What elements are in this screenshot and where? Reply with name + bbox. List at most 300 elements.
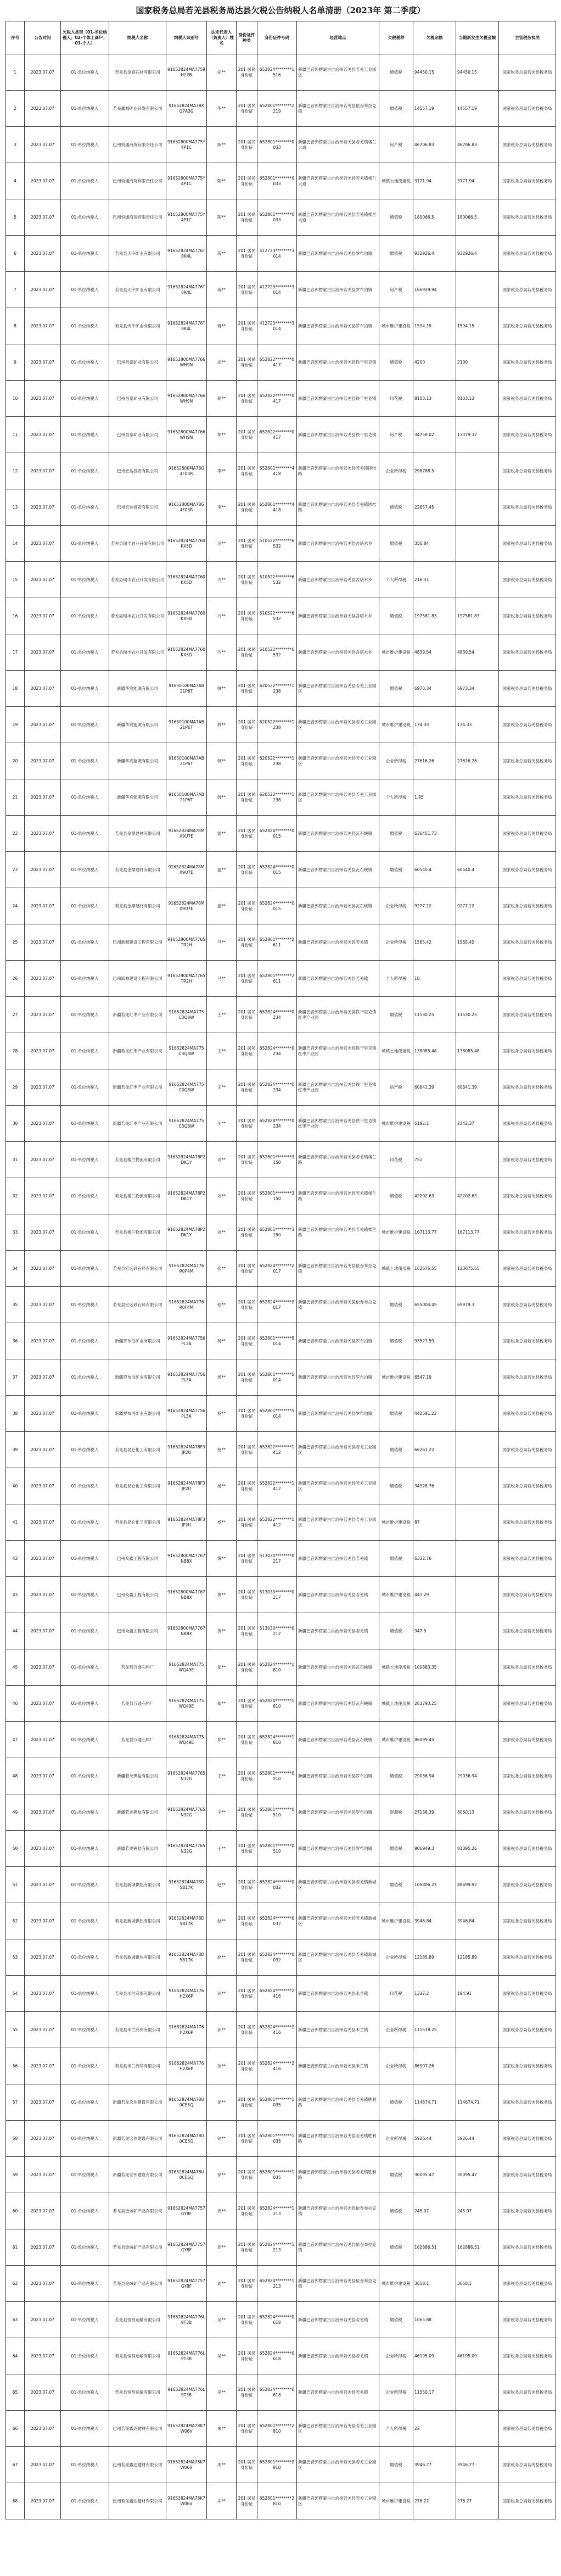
cell-new-arrears-amount: 3171.94 bbox=[456, 163, 499, 199]
cell-new-arrears-amount: 5926.44 bbox=[456, 2121, 499, 2157]
cell-number: 40 bbox=[6, 1468, 25, 1504]
cell-id-number: 510522********6532 bbox=[257, 562, 297, 598]
cell-number: 59 bbox=[6, 2157, 25, 2193]
cell-legal-representative: 周** bbox=[207, 2266, 237, 2302]
cell-tax-authority: 国家税务总局若羌县税务局 bbox=[499, 1323, 556, 1359]
cell-arrears-balance: 114674.71 bbox=[413, 2084, 456, 2121]
cell-new-arrears-amount: 2342.37 bbox=[456, 1106, 499, 1142]
cell-taxpayer-name: 若羌县米兰商贸有限公司 bbox=[109, 2012, 166, 2048]
cell-taxpayer-id: 91652824MA776H2X6P bbox=[166, 2048, 207, 2084]
cell-taxpayer-id: 91650100MA7AB21P6T bbox=[166, 743, 207, 779]
table-row bbox=[6, 2012, 556, 2048]
cell-tax-type: 企业所得税 bbox=[379, 2121, 413, 2157]
cell-announce-date: 2023.07.07 bbox=[25, 526, 61, 562]
cell-number: 55 bbox=[6, 2012, 25, 2048]
cell-business-address: 新疆巴音郭楞蒙古自治州若羌县若羌镇 bbox=[297, 2374, 379, 2411]
cell-number: 5 bbox=[6, 199, 25, 236]
cell-arrears-balance: 276.27 bbox=[413, 2483, 456, 2519]
cell-taxpayer-id: 91650100MA7AB21P6T bbox=[166, 707, 207, 743]
cell-id-number: 652801********1035 bbox=[257, 2157, 297, 2193]
header-id-type: 身份证件种类 bbox=[237, 21, 257, 54]
cell-legal-representative: 胡** bbox=[207, 344, 237, 381]
cell-new-arrears-amount: 46195.09 bbox=[456, 2338, 499, 2374]
table-row bbox=[6, 1758, 556, 1794]
cell-taxpayer-name: 新疆若羌宏伟建设有限公司 bbox=[109, 2084, 166, 2121]
table-row bbox=[6, 1686, 556, 1722]
cell-announce-date: 2023.07.07 bbox=[25, 1867, 61, 1903]
cell-tax-type: 增值税 bbox=[379, 1758, 413, 1794]
cell-tax-type: 增值税 bbox=[379, 1468, 413, 1504]
cell-taxpayer-name: 若羌县宏远砂石料有限公司 bbox=[109, 1251, 166, 1287]
cell-new-arrears-amount: 6973.34 bbox=[456, 671, 499, 707]
cell-taxpayer-type: 01-单位纳税人 bbox=[61, 1251, 109, 1287]
cell-id-type: 201 居民身份证 bbox=[237, 671, 257, 707]
cell-id-number: 652801********2810 bbox=[257, 2447, 297, 2483]
cell-business-address: 新疆巴音郭楞蒙古自治州若羌县若羌工业园区 bbox=[297, 2411, 379, 2447]
cell-tax-type: 企业所得税 bbox=[379, 743, 413, 779]
cell-taxpayer-id: 91652824MA776T8K4L bbox=[166, 272, 207, 308]
cell-id-number: 652822********1412 bbox=[257, 1432, 297, 1468]
cell-number: 49 bbox=[6, 1794, 25, 1831]
cell-tax-authority: 国家税务总局若羌县税务局 bbox=[499, 1976, 556, 2012]
cell-id-number: 652822********1412 bbox=[257, 1504, 297, 1541]
cell-new-arrears-amount: 12185.89 bbox=[456, 1939, 499, 1976]
cell-id-type: 201 居民身份证 bbox=[237, 816, 257, 852]
cell-taxpayer-id: 91652800MA7766WH9N bbox=[166, 344, 207, 381]
cell-arrears-balance: 932926.4 bbox=[413, 236, 456, 272]
cell-number: 38 bbox=[6, 1396, 25, 1432]
cell-business-address: 新疆巴音郭楞蒙古自治州若羌县若羌镇团结路 bbox=[297, 453, 379, 489]
cell-tax-type: 城市维护建设税 bbox=[379, 2483, 413, 2519]
cell-legal-representative: 杨** bbox=[207, 1359, 237, 1396]
cell-business-address: 新疆巴音郭楞蒙古自治州若羌县若羌镇楼兰路 bbox=[297, 1214, 379, 1251]
cell-id-number: 620522********1238 bbox=[257, 779, 297, 816]
cell-legal-representative: 黄** bbox=[207, 1577, 237, 1613]
cell-taxpayer-name: 若羌县瑞丰农业开发有限公司 bbox=[109, 634, 166, 671]
cell-tax-authority: 国家税务总局若羌县税务局 bbox=[499, 2302, 556, 2338]
cell-id-type: 201 居民身份证 bbox=[237, 2266, 257, 2302]
cell-tax-type: 增值税 bbox=[379, 1396, 413, 1432]
cell-id-type: 201 居民身份证 bbox=[237, 2121, 257, 2157]
cell-number: 42 bbox=[6, 1541, 25, 1577]
cell-id-number: 652801********2810 bbox=[257, 2483, 297, 2519]
cell-announce-date: 2023.07.07 bbox=[25, 91, 61, 127]
cell-tax-type: 增值税 bbox=[379, 344, 413, 381]
cell-tax-type: 个人所得税 bbox=[379, 779, 413, 816]
cell-taxpayer-type: 01-单位纳税人 bbox=[61, 779, 109, 816]
table-row bbox=[6, 2266, 556, 2302]
table-row bbox=[6, 2447, 556, 2483]
cell-announce-date: 2023.07.07 bbox=[25, 2411, 61, 2447]
header-taxpayer-type: 欠税人类型（01-单位纳税人；02-个体工商户；03-个人） bbox=[61, 21, 109, 54]
cell-taxpayer-type: 01-单位纳税人 bbox=[61, 272, 109, 308]
cell-tax-type: 增值税 bbox=[379, 1432, 413, 1468]
cell-announce-date: 2023.07.07 bbox=[25, 1323, 61, 1359]
cell-taxpayer-name: 若羌县金域矿产品有限公司 bbox=[109, 2266, 166, 2302]
cell-legal-representative: 胡** bbox=[207, 417, 237, 453]
cell-taxpayer-id: 91652824MA78F3JP2U bbox=[166, 1468, 207, 1504]
table-row bbox=[6, 1613, 556, 1649]
cell-taxpayer-id: 91652824MA78F3JP2U bbox=[166, 1504, 207, 1541]
cell-number: 23 bbox=[6, 852, 25, 888]
cell-arrears-balance: 93527.59 bbox=[413, 1323, 456, 1359]
cell-tax-type: 增值税 bbox=[379, 489, 413, 526]
cell-tax-authority: 国家税务总局若羌县税务局 bbox=[499, 489, 556, 526]
cell-arrears-balance: 86099.45 bbox=[413, 1722, 456, 1758]
cell-tax-type: 增值税 bbox=[379, 852, 413, 888]
cell-tax-authority: 国家税务总局若羌县税务局 bbox=[499, 1142, 556, 1178]
cell-id-number: 652801********4418 bbox=[257, 453, 297, 489]
cell-tax-authority: 国家税务总局若羌县税务局 bbox=[499, 671, 556, 707]
cell-taxpayer-id: 91652824MA775C3Q8W bbox=[166, 1069, 207, 1106]
cell-taxpayer-name: 若羌县天宇矿业有限公司 bbox=[109, 236, 166, 272]
cell-legal-representative: 张** bbox=[207, 1251, 237, 1287]
cell-tax-type: 增值税 bbox=[379, 1287, 413, 1323]
table-row bbox=[6, 1468, 556, 1504]
cell-number: 60 bbox=[6, 2193, 25, 2229]
cell-arrears-balance: 60540.4 bbox=[413, 852, 456, 888]
cell-business-address: 新疆巴音郭楞蒙古自治州若羌县罗布泊镇 bbox=[297, 1396, 379, 1432]
cell-number: 67 bbox=[6, 2447, 25, 2483]
cell-announce-date: 2023.07.07 bbox=[25, 489, 61, 526]
cell-taxpayer-type: 01-单位纳税人 bbox=[61, 961, 109, 997]
cell-id-type: 201 居民身份证 bbox=[237, 707, 257, 743]
cell-id-type: 201 居民身份证 bbox=[237, 997, 257, 1033]
cell-number: 58 bbox=[6, 2121, 25, 2157]
cell-id-type: 201 居民身份证 bbox=[237, 2338, 257, 2374]
cell-taxpayer-name: 巴州众鑫工程有限公司 bbox=[109, 1613, 166, 1649]
cell-id-number: 652824********0032 bbox=[257, 1903, 297, 1939]
cell-tax-type: 个人所得税 bbox=[379, 562, 413, 598]
cell-tax-authority: 国家税务总局若羌县税务局 bbox=[499, 1396, 556, 1432]
table-row bbox=[6, 1033, 556, 1069]
cell-new-arrears-amount: 46706.83 bbox=[456, 127, 499, 163]
cell-id-type: 201 居民身份证 bbox=[237, 1468, 257, 1504]
cell-number: 19 bbox=[6, 707, 25, 743]
cell-legal-representative: 王** bbox=[207, 1033, 237, 1069]
cell-taxpayer-name: 若羌县万通石料厂 bbox=[109, 1649, 166, 1686]
cell-taxpayer-name: 若羌县万通石料厂 bbox=[109, 1686, 166, 1722]
cell-legal-representative: 赵** bbox=[207, 1867, 237, 1903]
cell-taxpayer-id: 91652824MA7756PL3A bbox=[166, 1323, 207, 1359]
cell-announce-date: 2023.07.07 bbox=[25, 888, 61, 924]
cell-taxpayer-name: 若羌县米兰商贸有限公司 bbox=[109, 1976, 166, 2012]
cell-announce-date: 2023.07.07 bbox=[25, 997, 61, 1033]
cell-taxpayer-name: 新疆若羌钾盐有限公司 bbox=[109, 1758, 166, 1794]
cell-arrears-balance: 442591.22 bbox=[413, 1396, 456, 1432]
cell-taxpayer-name: 若羌县金域矿产品有限公司 bbox=[109, 2229, 166, 2266]
cell-taxpayer-name: 巴州众鑫工程有限公司 bbox=[109, 1577, 166, 1613]
cell-taxpayer-name: 若羌县昆仑化工有限公司 bbox=[109, 1504, 166, 1541]
cell-announce-date: 2023.07.07 bbox=[25, 1939, 61, 1976]
cell-business-address: 新疆巴音郭楞蒙古自治州若羌县罗布泊镇 bbox=[297, 1758, 379, 1794]
cell-id-number: 652824********1213 bbox=[257, 2266, 297, 2302]
cell-id-number: 620522********1238 bbox=[257, 671, 297, 707]
cell-tax-type: 增值税 bbox=[379, 671, 413, 707]
cell-taxpayer-type: 01-单位纳税人 bbox=[61, 598, 109, 634]
cell-business-address: 新疆巴音郭楞蒙古自治州若羌县若羌镇新城区 bbox=[297, 1867, 379, 1903]
cell-business-address: 新疆巴音郭楞蒙古自治州若羌县依吞布拉克镇 bbox=[297, 2193, 379, 2229]
cell-id-type: 201 居民身份证 bbox=[237, 344, 257, 381]
cell-number: 27 bbox=[6, 997, 25, 1033]
cell-taxpayer-id: 91652824MA78MX9U7E bbox=[166, 888, 207, 924]
cell-tax-type: 资源税 bbox=[379, 1794, 413, 1831]
cell-taxpayer-type: 01-单位纳税人 bbox=[61, 2121, 109, 2157]
cell-legal-representative: 王** bbox=[207, 1794, 237, 1831]
cell-announce-date: 2023.07.07 bbox=[25, 2266, 61, 2302]
cell-new-arrears-amount bbox=[456, 1142, 499, 1178]
cell-business-address: 新疆巴音郭楞蒙古自治州若羌县依吞布拉克镇 bbox=[297, 91, 379, 127]
cell-id-number: 652824********1810 bbox=[257, 1649, 297, 1686]
cell-id-number: 652801********0510 bbox=[257, 1831, 297, 1867]
cell-taxpayer-name: 若羌县昆仑化工有限公司 bbox=[109, 1432, 166, 1468]
cell-business-address: 新疆巴音郭楞蒙古自治州若羌县依吞布拉克镇 bbox=[297, 1251, 379, 1287]
cell-tax-authority: 国家税务总局若羌县税务局 bbox=[499, 2411, 556, 2447]
cell-taxpayer-type: 01-单位纳税人 bbox=[61, 2229, 109, 2266]
cell-taxpayer-name: 巴州新源建设工程有限公司 bbox=[109, 924, 166, 961]
cell-tax-authority: 国家税务总局若羌县税务局 bbox=[499, 1178, 556, 1214]
cell-id-number: 652801********5014 bbox=[257, 1396, 297, 1432]
table-row bbox=[6, 1903, 556, 1939]
cell-id-type: 201 居民身份证 bbox=[237, 1722, 257, 1758]
cell-taxpayer-id: 91652800MA7766WH9N bbox=[166, 381, 207, 417]
cell-taxpayer-type: 01-单位纳税人 bbox=[61, 308, 109, 344]
cell-id-type: 201 居民身份证 bbox=[237, 1976, 257, 2012]
cell-tax-type: 城市维护建设税 bbox=[379, 1106, 413, 1142]
cell-taxpayer-id: 91652824MA7765N32G bbox=[166, 1831, 207, 1867]
cell-taxpayer-name: 新疆若羌红枣产业有限公司 bbox=[109, 1033, 166, 1069]
table-row bbox=[6, 2121, 556, 2157]
cell-legal-representative: 徐** bbox=[207, 2084, 237, 2121]
cell-taxpayer-name: 巴州若羌鑫达建材有限公司 bbox=[109, 2447, 166, 2483]
cell-arrears-balance: 3171.94 bbox=[413, 163, 456, 199]
cell-taxpayer-name: 若羌县瑞丰农业开发有限公司 bbox=[109, 562, 166, 598]
header-id-number: 身份证件号码 bbox=[257, 21, 297, 54]
cell-tax-type: 企业所得税 bbox=[379, 2012, 413, 2048]
cell-arrears-balance: 8103.13 bbox=[413, 381, 456, 417]
cell-arrears-balance: 1565.42 bbox=[413, 924, 456, 961]
cell-taxpayer-id: 91652824MA775C3Q8W bbox=[166, 1106, 207, 1142]
cell-taxpayer-name: 巴州新源建设工程有限公司 bbox=[109, 961, 166, 997]
table-row bbox=[6, 2411, 556, 2447]
cell-tax-type: 增值税 bbox=[379, 2084, 413, 2121]
cell-arrears-balance: 3658.1 bbox=[413, 2266, 456, 2302]
cell-announce-date: 2023.07.07 bbox=[25, 2338, 61, 2374]
cell-tax-authority: 国家税务总局若羌县税务局 bbox=[499, 1939, 556, 1976]
cell-number: 8 bbox=[6, 308, 25, 344]
cell-business-address: 新疆巴音郭楞蒙古自治州若羌县若羌镇楼兰大道 bbox=[297, 199, 379, 236]
cell-tax-authority: 国家税务总局若羌县税务局 bbox=[499, 888, 556, 924]
cell-tax-type: 房产税 bbox=[379, 272, 413, 308]
cell-new-arrears-amount: 60540.4 bbox=[456, 852, 499, 888]
cell-legal-representative: 刘** bbox=[207, 1142, 237, 1178]
table-row bbox=[6, 344, 556, 381]
cell-taxpayer-type: 01-单位纳税人 bbox=[61, 417, 109, 453]
table-row bbox=[6, 1722, 556, 1758]
cell-number: 36 bbox=[6, 1323, 25, 1359]
cell-id-type: 201 居民身份证 bbox=[237, 961, 257, 997]
cell-taxpayer-name: 巴州宏达投资有限公司 bbox=[109, 489, 166, 526]
cell-id-number: 652801********1035 bbox=[257, 2121, 297, 2157]
cell-tax-authority: 国家税务总局若羌县税务局 bbox=[499, 91, 556, 127]
cell-taxpayer-id: 91652824MA775WQ49E bbox=[166, 1722, 207, 1758]
cell-tax-authority: 国家税务总局若羌县税务局 bbox=[499, 2157, 556, 2193]
cell-taxpayer-name: 若羌县米兰商贸有限公司 bbox=[109, 2048, 166, 2084]
cell-tax-type: 企业所得税 bbox=[379, 453, 413, 489]
table-row bbox=[6, 1359, 556, 1396]
cell-arrears-balance: 1065.88 bbox=[413, 2302, 456, 2338]
cell-taxpayer-name: 若羌县瑞丰农业开发有限公司 bbox=[109, 526, 166, 562]
cell-tax-authority: 国家税务总局若羌县税务局 bbox=[499, 1468, 556, 1504]
table-row bbox=[6, 1287, 556, 1323]
cell-new-arrears-amount: 3946.77 bbox=[456, 2447, 499, 2483]
table-row bbox=[6, 1976, 556, 2012]
cell-taxpayer-type: 01-单位纳税人 bbox=[61, 381, 109, 417]
cell-id-number: 652824********1810 bbox=[257, 1722, 297, 1758]
cell-new-arrears-amount bbox=[456, 562, 499, 598]
cell-announce-date: 2023.07.07 bbox=[25, 1976, 61, 2012]
table-row bbox=[6, 924, 556, 961]
cell-id-number: 652801********2219 bbox=[257, 91, 297, 127]
cell-tax-authority: 国家税务总局若羌县税务局 bbox=[499, 2012, 556, 2048]
cell-business-address: 新疆巴音郭楞蒙古自治州若羌县吾塔木乡 bbox=[297, 562, 379, 598]
cell-id-type: 201 居民身份证 bbox=[237, 1831, 257, 1867]
cell-taxpayer-id: 91652824MA78P2DK1Y bbox=[166, 1178, 207, 1214]
cell-id-number: 620522********1238 bbox=[257, 707, 297, 743]
cell-taxpayer-type: 01-单位纳税人 bbox=[61, 127, 109, 163]
cell-arrears-balance: 14557.19 bbox=[413, 91, 456, 127]
cell-business-address: 新疆巴音郭楞蒙古自治州若羌县若羌镇 bbox=[297, 1541, 379, 1577]
cell-taxpayer-id: 91652824MA776R0F4M bbox=[166, 1287, 207, 1323]
cell-taxpayer-name: 若羌县金泰石材有限公司 bbox=[109, 54, 166, 91]
cell-tax-type: 城市维护建设税 bbox=[379, 2266, 413, 2302]
cell-taxpayer-name: 巴州恒通商贸有限责任公司 bbox=[109, 163, 166, 199]
cell-new-arrears-amount bbox=[456, 1432, 499, 1468]
cell-taxpayer-type: 01-单位纳税人 bbox=[61, 526, 109, 562]
cell-legal-representative: 马** bbox=[207, 924, 237, 961]
cell-tax-authority: 国家税务总局若羌县税务局 bbox=[499, 163, 556, 199]
cell-taxpayer-type: 01-单位纳税人 bbox=[61, 489, 109, 526]
cell-taxpayer-name: 若羌县金域矿产品有限公司 bbox=[109, 2193, 166, 2229]
cell-id-type: 201 居民身份证 bbox=[237, 2048, 257, 2084]
cell-taxpayer-type: 01-单位纳税人 bbox=[61, 634, 109, 671]
table-row bbox=[6, 598, 556, 634]
cell-taxpayer-name: 若羌县万通石料厂 bbox=[109, 1722, 166, 1758]
cell-announce-date: 2023.07.07 bbox=[25, 852, 61, 888]
cell-arrears-balance: 947.5 bbox=[413, 1613, 456, 1649]
cell-number: 50 bbox=[6, 1831, 25, 1867]
cell-announce-date: 2023.07.07 bbox=[25, 163, 61, 199]
cell-business-address: 新疆巴音郭楞蒙古自治州若羌县依吞布拉克镇 bbox=[297, 2266, 379, 2302]
cell-taxpayer-name: 新疆若羌宏伟建设有限公司 bbox=[109, 2157, 166, 2193]
cell-id-number: 652824********0032 bbox=[257, 1867, 297, 1903]
cell-new-arrears-amount bbox=[456, 1577, 499, 1613]
cell-tax-authority: 国家税务总局若羌县税务局 bbox=[499, 417, 556, 453]
cell-legal-representative: 陈** bbox=[207, 199, 237, 236]
cell-arrears-balance: 1594.15 bbox=[413, 308, 456, 344]
cell-new-arrears-amount: 2100 bbox=[456, 344, 499, 381]
cell-new-arrears-amount: 245.07 bbox=[456, 2193, 499, 2229]
table-row bbox=[6, 1577, 556, 1613]
cell-arrears-balance: 298788.5 bbox=[413, 453, 456, 489]
cell-announce-date: 2023.07.07 bbox=[25, 1686, 61, 1722]
table-row bbox=[6, 2193, 556, 2229]
cell-taxpayer-id: 91652824MA7760KX5D bbox=[166, 598, 207, 634]
header-taxpayer-id: 纳税人识别号 bbox=[166, 21, 207, 54]
cell-taxpayer-type: 01-单位纳税人 bbox=[61, 2338, 109, 2374]
table-row bbox=[6, 1939, 556, 1976]
cell-announce-date: 2023.07.07 bbox=[25, 1577, 61, 1613]
cell-number: 12 bbox=[6, 453, 25, 489]
cell-legal-representative: 蒋** bbox=[207, 308, 237, 344]
cell-number: 4 bbox=[6, 163, 25, 199]
cell-new-arrears-amount: 162886.51 bbox=[456, 2229, 499, 2266]
cell-id-type: 201 居民身份证 bbox=[237, 852, 257, 888]
cell-arrears-balance: 6547.19 bbox=[413, 1359, 456, 1396]
table-row bbox=[6, 634, 556, 671]
cell-taxpayer-name: 新疆罗布泊矿业有限公司 bbox=[109, 1359, 166, 1396]
cell-taxpayer-id: 91652824MA776H2X6P bbox=[166, 2012, 207, 2048]
cell-id-type: 201 居民身份证 bbox=[237, 1251, 257, 1287]
cell-id-type: 201 居民身份证 bbox=[237, 381, 257, 417]
table-row bbox=[6, 1541, 556, 1577]
table-row bbox=[6, 1649, 556, 1686]
cell-taxpayer-type: 01-单位纳税人 bbox=[61, 1142, 109, 1178]
cell-announce-date: 2023.07.07 bbox=[25, 779, 61, 816]
cell-arrears-balance: 6332.76 bbox=[413, 1541, 456, 1577]
cell-number: 9 bbox=[6, 344, 25, 381]
cell-new-arrears-amount: 30095.47 bbox=[456, 2157, 499, 2193]
cell-tax-authority: 国家税务总局若羌县税务局 bbox=[499, 308, 556, 344]
cell-business-address: 新疆巴音郭楞蒙古自治州若羌县铁干里克镇 bbox=[297, 381, 379, 417]
cell-business-address: 新疆巴音郭楞蒙古自治州若羌县吾塔木乡 bbox=[297, 634, 379, 671]
table-row bbox=[6, 1106, 556, 1142]
cell-id-number: 652824********1810 bbox=[257, 1686, 297, 1722]
cell-new-arrears-amount: 88699.92 bbox=[456, 1867, 499, 1903]
cell-id-number: 652801********0033 bbox=[257, 163, 297, 199]
cell-announce-date: 2023.07.07 bbox=[25, 2157, 61, 2193]
cell-tax-type: 城镇土地使用税 bbox=[379, 163, 413, 199]
cell-tax-authority: 国家税务总局若羌县税务局 bbox=[499, 1758, 556, 1794]
cell-arrears-balance: 18 bbox=[413, 961, 456, 997]
cell-id-type: 201 居民身份证 bbox=[237, 489, 257, 526]
cell-arrears-balance: 11550.17 bbox=[413, 2374, 456, 2411]
cell-id-number: 652801********4418 bbox=[257, 489, 297, 526]
cell-taxpayer-type: 01-单位纳税人 bbox=[61, 816, 109, 852]
cell-arrears-balance: 66261.22 bbox=[413, 1432, 456, 1468]
cell-business-address: 新疆巴音郭楞蒙古自治州若羌县若羌镇 bbox=[297, 961, 379, 997]
cell-id-number: 652801********3150 bbox=[257, 1214, 297, 1251]
cell-arrears-balance: 34758.02 bbox=[413, 417, 456, 453]
cell-id-type: 201 居民身份证 bbox=[237, 1686, 257, 1722]
cell-tax-authority: 国家税务总局若羌县税务局 bbox=[499, 2447, 556, 2483]
table-row bbox=[6, 1251, 556, 1287]
cell-taxpayer-id: 91650100MA7AB21P6T bbox=[166, 779, 207, 816]
cell-taxpayer-type: 01-单位纳税人 bbox=[61, 1541, 109, 1577]
cell-tax-type: 城镇土地使用税 bbox=[379, 1251, 413, 1287]
cell-legal-representative: 孙** bbox=[207, 1976, 237, 2012]
cell-number: 44 bbox=[6, 1613, 25, 1649]
table-row bbox=[6, 308, 556, 344]
cell-taxpayer-type: 01-单位纳税人 bbox=[61, 1504, 109, 1541]
cell-tax-authority: 国家税务总局若羌县税务局 bbox=[499, 1577, 556, 1613]
cell-id-type: 201 居民身份证 bbox=[237, 1903, 257, 1939]
cell-taxpayer-type: 01-单位纳税人 bbox=[61, 2012, 109, 2048]
cell-business-address: 新疆巴音郭楞蒙古自治州若羌县瓦石峡镇 bbox=[297, 1722, 379, 1758]
cell-tax-type: 城市维护建设税 bbox=[379, 634, 413, 671]
cell-taxpayer-type: 01-单位纳税人 bbox=[61, 199, 109, 236]
cell-new-arrears-amount bbox=[456, 1722, 499, 1758]
